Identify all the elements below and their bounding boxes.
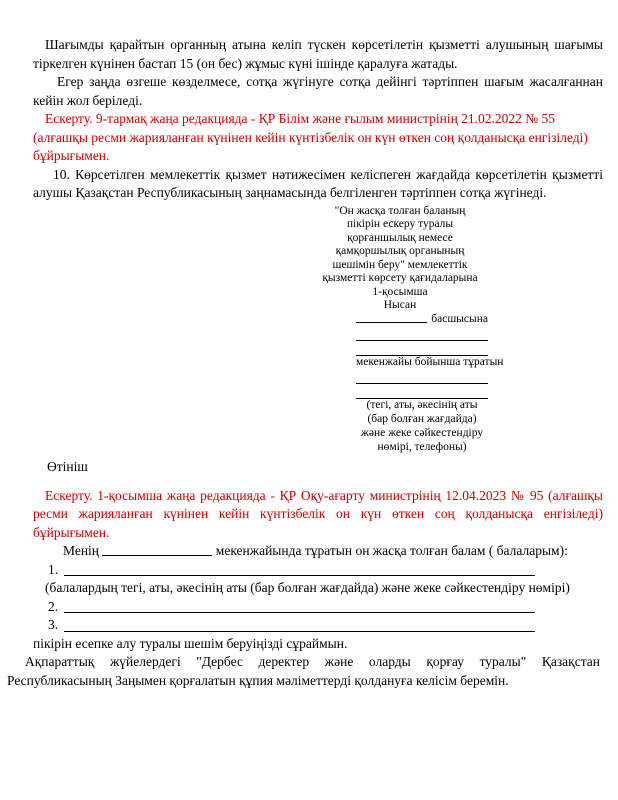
intro-prefix: Менің [63, 543, 100, 559]
item-number: 1. [48, 561, 59, 577]
annex-title-line: қорғаншылық немесе [347, 231, 453, 244]
authority-name-blank[interactable] [356, 313, 427, 324]
annex-form-fields [356, 312, 504, 455]
annex-block [305, 204, 504, 455]
children-caption: (балалардың тегі, аты, әкесінің аты (бар болған жағдайда) және жеке сәйкестендіру нөмірі) [45, 580, 570, 596]
child-entry-row [33, 561, 603, 580]
details-caption-line: нөмірі, телефоны) [377, 440, 467, 453]
request-line: пікірін есепке алу туралы шешім беруіңізді сұраймын. [33, 635, 348, 651]
child-entry-blank[interactable] [64, 598, 535, 614]
child-entry-blank[interactable] [64, 561, 535, 577]
child-entry-row [33, 598, 603, 617]
annex-form-label: Нысан [383, 299, 417, 311]
annex-number: 1-қосымша [372, 285, 428, 298]
paragraph-complaint-review: Шағымды қарайтын органның атына келіп түскен көрсетілетін қызметті алушының шағымы тіркелген күнінен бастап 15 (он бес) жұмыс күні ішінде қаралуға жатады. [33, 37, 603, 71]
applicant-name-blank[interactable] [356, 341, 488, 356]
application-heading: Өтініш [47, 459, 88, 475]
head-suffix-label: басшысына [431, 312, 488, 325]
item-number: 3. [48, 617, 59, 633]
paragraph-court-appeal: Егер заңда өзгеше көзделмесе, сотқа жүгінуге сотқа дейінгі тәртіппен шағым жасалғаннан кейін жол беріледі. [33, 74, 603, 108]
head-of-authority-row [356, 313, 488, 327]
annex-title-line: қызметті көрсету қағидаларына [322, 272, 478, 284]
details-caption-line: және жеке сәйкестендіру [360, 426, 484, 439]
consent-paragraph: Ақпараттық жүйелердегі "Дербес деректер және оларды қорғау туралы" Қазақстан Республикасының Заңымен қорғалатын құпия мәліметтерді қолдануға келісім беремін. [7, 654, 600, 688]
child-entry-blank[interactable] [64, 616, 535, 632]
item-number: 2. [48, 598, 59, 614]
note-amendment-9: Ескерту. 9-тармақ жаңа редакцияда - ҚР Білім және ғылым министрінің 21.02.2022 № 55 (алғашқы ресми жарияланған күнінен кейін күнтізбелік он күн өткен соң қолданысқа енгізіледі) бұйрығымен. [33, 111, 588, 163]
details-caption-line: (тегі, аты, әкесінің аты [366, 399, 478, 412]
child-entry-row [33, 616, 603, 635]
address-blank[interactable] [356, 370, 488, 385]
annex-title-line: шешімін беру" мемлекеттік [332, 258, 468, 271]
intro-sentence [33, 542, 603, 561]
annex-title-line: "Он жасқа толған баланың [334, 204, 466, 217]
address-blank[interactable] [356, 384, 488, 399]
address-label: мекенжайы бойынша тұратын [356, 355, 504, 368]
note-amendment-annex1: Ескерту. 1-қосымша жаңа редакцияда - ҚР Оқу-ағарту министрінің 12.04.2023 № 95 (алғашқы ресми жарияланған күнінен кейін күнтізбелік он күн өткен соң қолданысқа енгізіледі) бұйрығымен. [33, 487, 603, 540]
address-inline-blank[interactable] [102, 543, 212, 556]
paragraph-item-10: 10. Көрсетілген мемлекеттік қызмет нәтижесімен келіспеген жағдайда көрсетілетін қызметті алушы Қазақстан Республикасының заңнамасында белгіленген тәртіппен сотқа жүгінеді. [33, 166, 603, 200]
applicant-name-blank[interactable] [356, 326, 488, 341]
annex-title-line: пікірін ескеру туралы [346, 218, 454, 230]
details-caption-line: (бар болған жағдайда) [367, 413, 477, 426]
intro-suffix: мекенжайында тұратын он жасқа толған балам ( балаларым): [215, 543, 568, 559]
annex-title-line: қамқоршылық органының [335, 245, 465, 257]
